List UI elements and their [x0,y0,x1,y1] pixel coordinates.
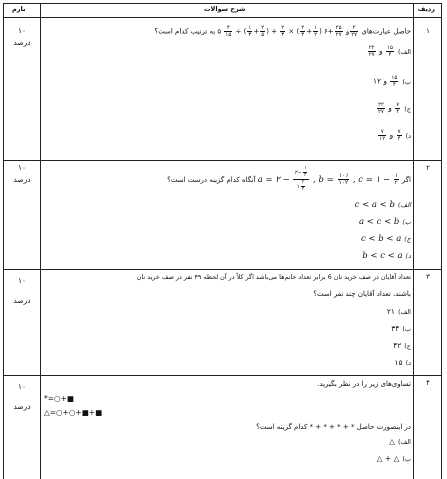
option-d[interactable]: د)b < c < a [362,251,411,261]
score-unit: درصد [13,38,31,47]
question-row-2 [4,160,441,270]
score-cell [4,271,40,311]
score-value: ۱۰ [17,276,27,285]
option-b[interactable]: ب)a < c < b [359,217,411,227]
question-expression: $\frac{۴}{۱۵}$ ÷ ( $\frac{۱}{۳}$ + $\frac{۲}{۵}$ ) + $\frac{۲}{۳}$ × ( $\frac{۲}{۳}$ + $\frac{۱}{۲}$ ) و $\frac{۲۵}{۲۷}$ +۶ $\frac{۲}{۲۷}$ [225,25,358,38]
question-row-3 [4,269,441,376]
question-tail: ۵ به ترتیب کدام است؟ [154,27,222,36]
question-line-1: تساوی‌های زیر را در نظر بگیرید. [317,380,411,388]
question-expression: a = ۲ − ۲− $\frac{۱}{۴}$ ۱ $\frac{۲}{۳}$ , b = $\frac{۱۰۱}{۱۰۲}$ , c = ۱ − $\frac{۱}{۲}$ [257,166,398,192]
question-number: ۴ [426,379,430,387]
question-number: ۱ [426,27,430,35]
option-c[interactable]: ج) $\frac{۲۲}{۲۷}$ و $\frac{۷}{۴}$ [377,102,411,115]
option-b[interactable]: ب)△ + △ [376,454,411,463]
score-value: ۱۰ [17,26,27,35]
question-number: ۲ [426,164,430,172]
question-prompt: در اینصورت حاصل * + * + * + * کدام گزینه است؟ [256,423,411,431]
question-lead: اگر [401,176,411,184]
header-description: شرح سوالات [204,5,246,13]
score-cell [4,377,40,417]
score-cell [4,162,40,186]
question-text [44,25,411,38]
option-c[interactable]: ج)c < b < a [360,234,411,244]
question-row-1 [4,17,441,161]
question-number: ۳ [426,273,430,281]
option-d[interactable]: د) $\frac{۷}{۱۲}$ و $\frac{۷}{۴}$ [379,129,411,142]
question-lead: حاصل عبارت‌های [361,27,411,36]
option-a[interactable]: الف) $\frac{۲۲}{۲۷}$ و $\frac{۱۵}{۴}$ [368,45,411,58]
option-a[interactable]: الف)△ [389,437,411,446]
question-tail: آنگاه کدام گزینه درست است؟ [167,176,256,184]
option-b[interactable]: ب)۱۲ و $\frac{۱۵}{۴}$ [372,75,411,88]
score-value: ۱۰ [17,163,27,172]
header-row: ردیف [417,5,435,13]
score-value: ۱۰ [17,382,27,391]
question-text [44,166,411,193]
option-a[interactable]: الف)c < a < b [354,200,411,210]
question-row-4 [4,375,441,479]
option-a[interactable]: الف)۲۱ [386,307,411,316]
header-score: بارم [12,5,26,13]
equation-1: *=○+■ [44,394,74,403]
question-line-1: تعداد آقایان در صف خرید نان 6 برابر تعداد خانم‌ها می‌باشد اگر کلاً در آن لحظه ۴۹ نفر در صف خرید نان [136,273,411,281]
option-c[interactable]: ج)۴۲ [393,341,411,350]
exam-sheet [3,3,442,479]
question-line-2: باشند، تعداد آقایان چند نفر است؟ [313,290,411,298]
table-header [4,4,441,18]
score-cell [4,25,40,49]
equation-2: △=○+○+■+■ [44,408,103,417]
score-unit: درصد [13,402,31,411]
option-d[interactable]: د)۱۵ [394,358,411,367]
score-unit: درصد [13,296,31,305]
option-b[interactable]: ب)۳۴ [391,324,411,333]
score-unit: درصد [13,175,31,184]
